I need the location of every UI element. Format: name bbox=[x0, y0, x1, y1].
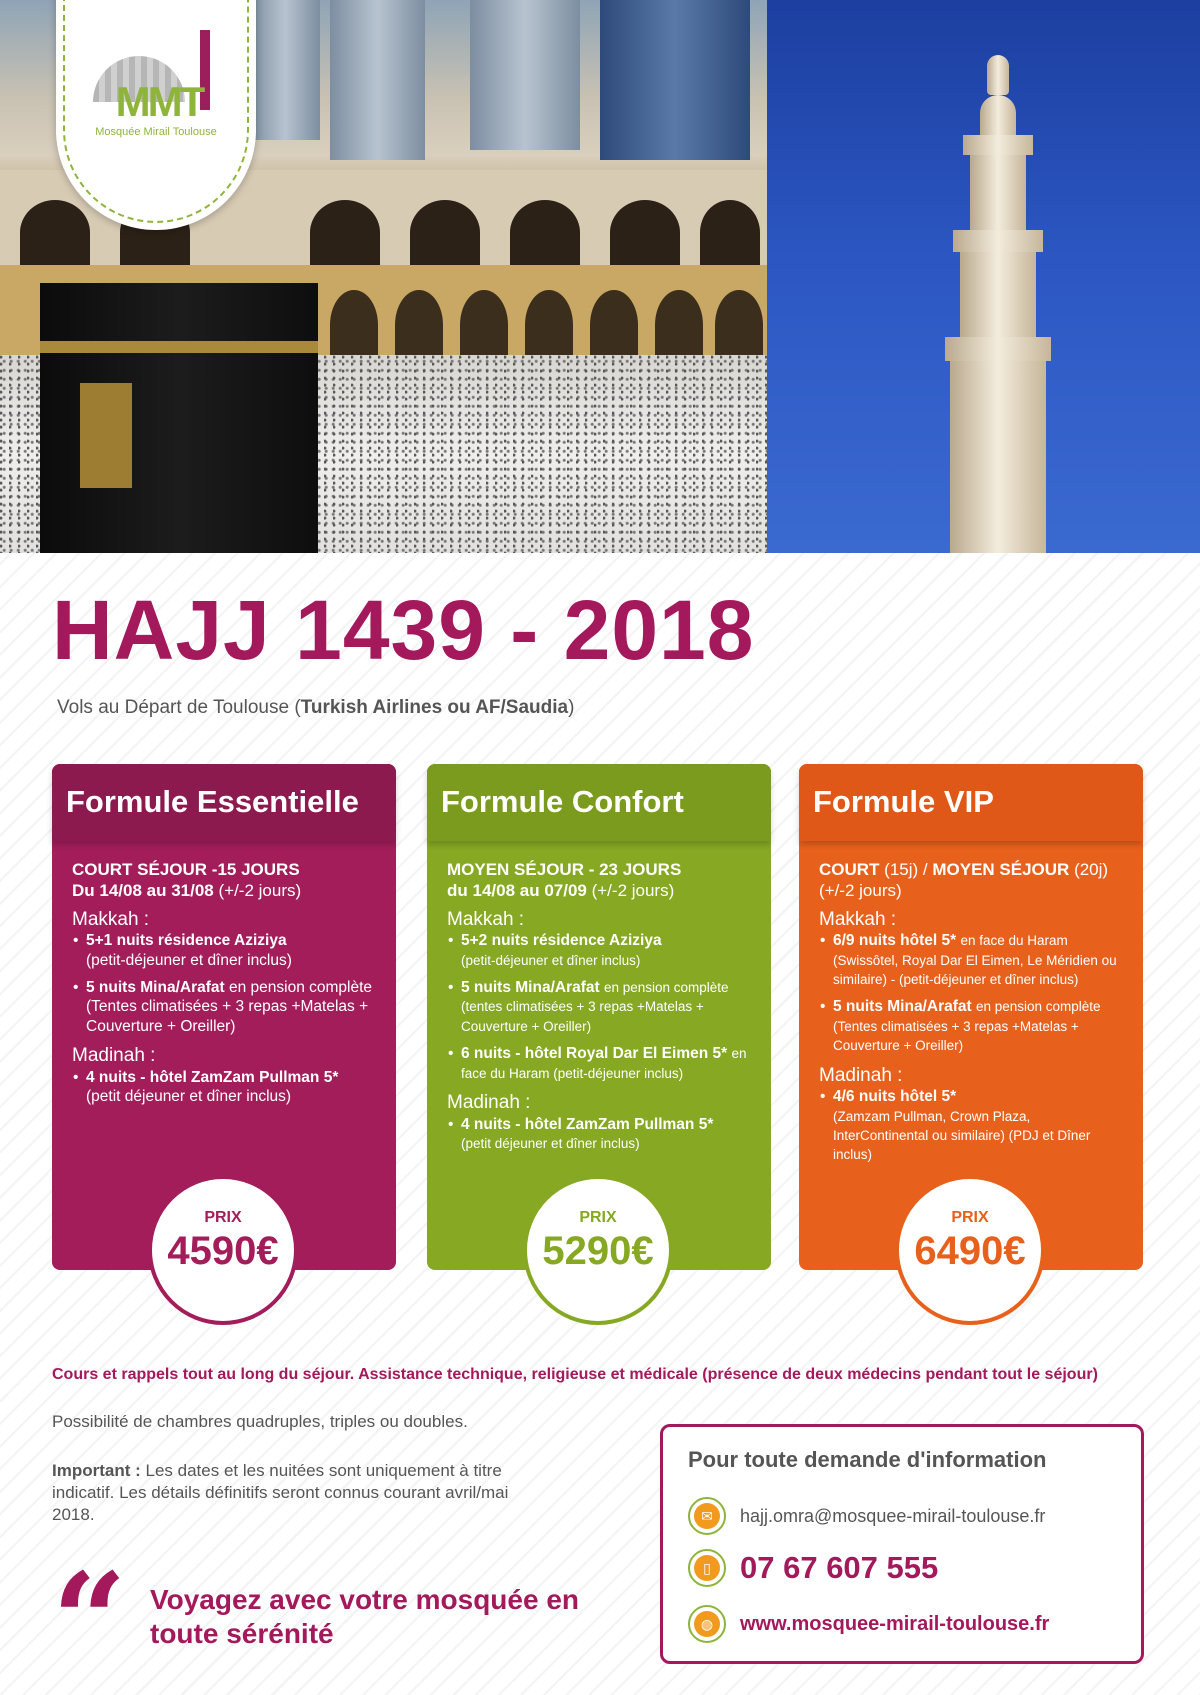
price-label: PRIX bbox=[951, 1209, 989, 1226]
city-makkah: Makkah : bbox=[819, 908, 897, 930]
price-value: 4590€ bbox=[167, 1229, 279, 1273]
contact-title: Pour toute demande d'information bbox=[688, 1447, 1047, 1472]
contact-email[interactable]: hajj.omra@mosquee-mirail-toulouse.fr bbox=[740, 1505, 1046, 1526]
phone-icon: ▯ bbox=[688, 1549, 726, 1587]
email-icon: ✉ bbox=[688, 1497, 726, 1535]
price-label: PRIX bbox=[204, 1209, 242, 1226]
price-value: 6490€ bbox=[914, 1229, 1026, 1273]
stay-dates: (+/-2 jours) bbox=[819, 881, 902, 901]
list-item: • 5 nuits Mina/Arafat en pension complète (Tentes climatisées + 3 repas +Matelas + Couverture + Oreiller) bbox=[819, 997, 1125, 1055]
contact-web-row bbox=[688, 1605, 1049, 1643]
mosque-logo bbox=[56, 0, 256, 230]
city-madinah: Madinah : bbox=[447, 1091, 531, 1113]
price-badge-vip bbox=[895, 1175, 1045, 1325]
globe-icon: ◍ bbox=[688, 1605, 726, 1643]
page-subtitle: Vols au Départ de Toulouse (Turkish Airlines ou AF/Saudia) bbox=[57, 697, 575, 718]
list-item: • 6/9 nuits hôtel 5* en face du Haram (Swissôtel, Royal Dar El Eimen, Le Méridien ou similaire) - (petit-déjeuner et dîner inclus) bbox=[819, 931, 1125, 989]
card-title: Formule Essentielle bbox=[52, 764, 396, 841]
stay-length: MOYEN SÉJOUR - 23 JOURS bbox=[447, 860, 682, 879]
stay-dates: Du 14/08 au 31/08 (+/-2 jours) bbox=[72, 881, 302, 901]
assistance-note: Cours et rappels tout au long du séjour. Assistance technique, religieuse et médicale (présence de deux médecins pendant tout le séjour) bbox=[52, 1366, 1098, 1383]
city-madinah: Madinah : bbox=[819, 1064, 903, 1086]
contact-box bbox=[660, 1424, 1144, 1664]
list-item: • 5 nuits Mina/Arafat en pension complète (tentes climatisées + 3 repas +Matelas + Couverture + Oreiller) bbox=[447, 978, 753, 1036]
price-label: PRIX bbox=[579, 1209, 617, 1226]
city-madinah: Madinah : bbox=[72, 1045, 156, 1067]
logo-initials: MMT bbox=[115, 78, 203, 125]
slogan: Voyagez avec votre mosquée en toute sérénité bbox=[150, 1584, 579, 1649]
card-title: Formule VIP bbox=[799, 764, 1143, 841]
price-value: 5290€ bbox=[542, 1229, 654, 1273]
stay-dates: du 14/08 au 07/09 (+/-2 jours) bbox=[447, 881, 675, 901]
city-makkah: Makkah : bbox=[72, 908, 150, 930]
list-item: • 5+1 nuits résidence Aziziya (petit-déjeuner et dîner inclus) bbox=[72, 931, 378, 970]
contact-phone[interactable]: 07 67 607 555 bbox=[740, 1550, 939, 1585]
card-title: Formule Confort bbox=[427, 764, 771, 841]
contact-phone-row bbox=[688, 1549, 938, 1587]
kaaba bbox=[40, 283, 318, 553]
important-note: Important : Les dates et les nuitées sont uniquement à titre indicatif. Les détails définitifs seront connus courant avril/mai 2018. bbox=[52, 1461, 509, 1525]
price-badge-essentielle bbox=[148, 1175, 298, 1325]
rooms-note: Possibilité de chambres quadruples, triples ou doubles. bbox=[52, 1412, 468, 1431]
hero-photo bbox=[0, 0, 1200, 553]
list-item: • 6 nuits - hôtel Royal Dar El Eimen 5* en face du Haram (petit-déjeuner inclus) bbox=[447, 1044, 753, 1083]
logo-name: Mosquée Mirail Toulouse bbox=[95, 126, 217, 138]
quote-icon: “ bbox=[52, 1544, 127, 1695]
stay-length: COURT (15j) / MOYEN SÉJOUR (20j) bbox=[819, 860, 1109, 879]
price-badge-confort bbox=[523, 1175, 673, 1325]
stay-length: COURT SÉJOUR -15 JOURS bbox=[72, 860, 300, 879]
city-makkah: Makkah : bbox=[447, 908, 525, 930]
contact-email-row bbox=[688, 1497, 1045, 1535]
page-title: HAJJ 1439 - 2018 bbox=[52, 583, 755, 677]
list-item: • 4/6 nuits hôtel 5* (Zamzam Pullman, Crown Plaza, InterContinental ou similaire) (PDJ et Dîner inclus) bbox=[819, 1087, 1125, 1165]
list-item: • 4 nuits - hôtel ZamZam Pullman 5* (petit déjeuner et dîner inclus) bbox=[72, 1068, 378, 1107]
list-item: • 4 nuits - hôtel ZamZam Pullman 5* (petit déjeuner et dîner inclus) bbox=[447, 1115, 753, 1154]
list-item: • 5+2 nuits résidence Aziziya (petit-déjeuner et dîner inclus) bbox=[447, 931, 753, 970]
list-item: • 5 nuits Mina/Arafat en pension complète (Tentes climatisées + 3 repas +Matelas + Couverture + Oreiller) bbox=[72, 978, 378, 1036]
contact-website[interactable]: www.mosquee-mirail-toulouse.fr bbox=[740, 1612, 1050, 1635]
minaret-photo bbox=[767, 0, 1200, 553]
